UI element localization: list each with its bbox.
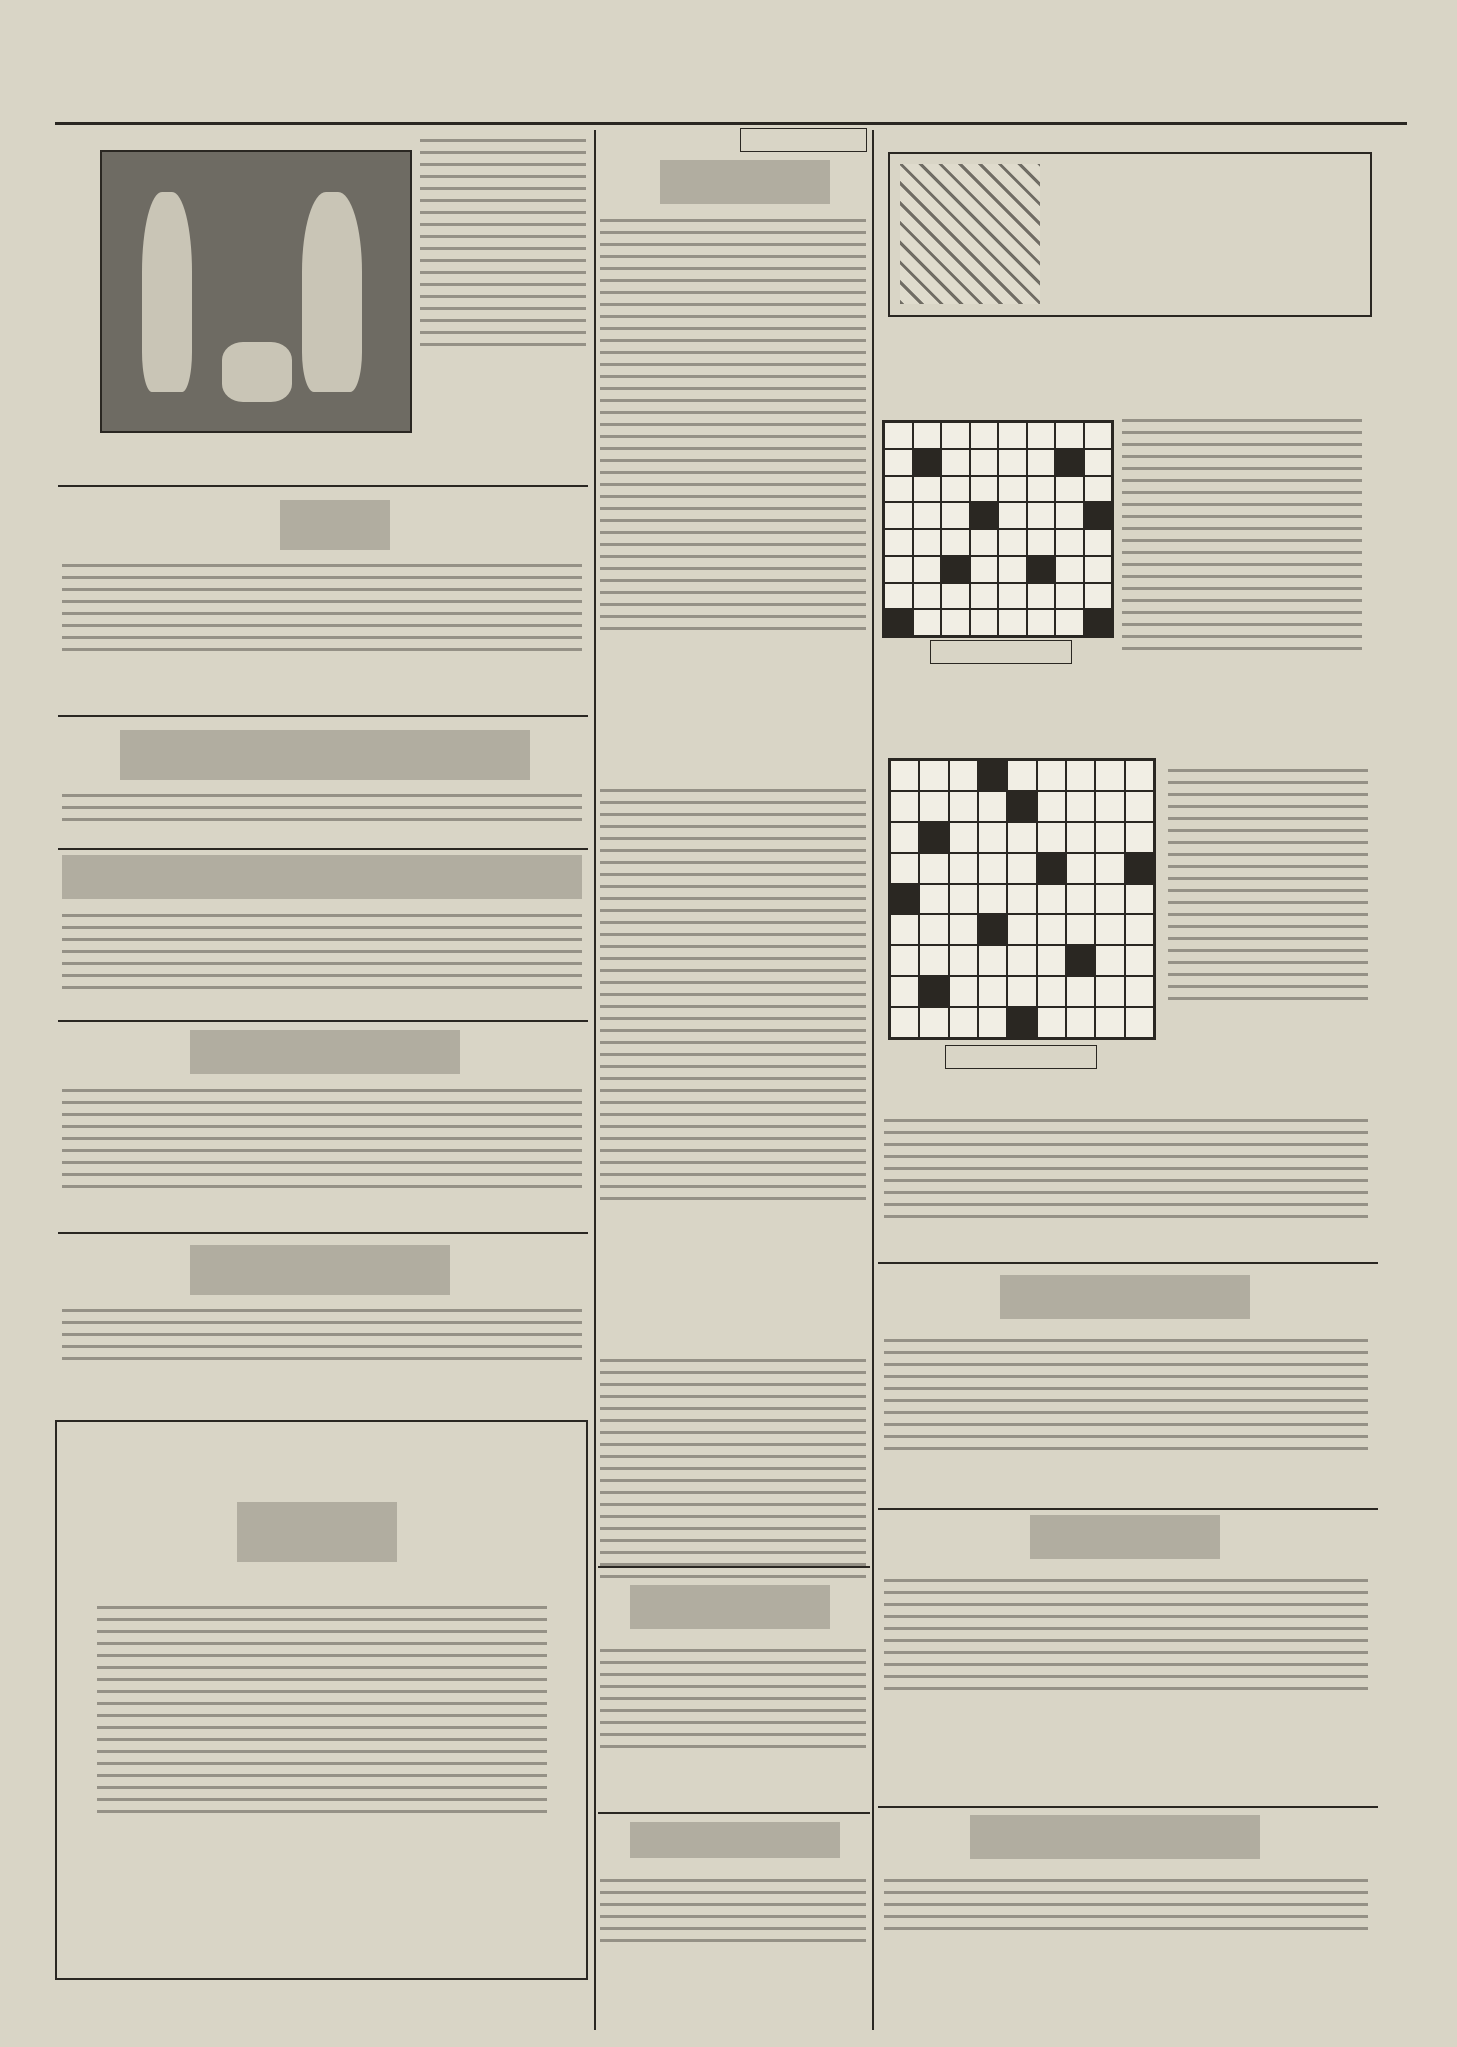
middle-separator-2 [598,1812,870,1814]
middle-separator-1 [598,1566,870,1568]
ad-radio-body [62,1080,582,1197]
crossword-228-credit [945,1045,1097,1069]
ad-urgent-purchase-body [600,1870,866,1951]
ad-reminder-body [97,1597,547,1822]
ad-reminder-heading [237,1502,397,1562]
crossword-228-clues [1168,760,1368,1009]
left-separator-4 [58,1020,588,1022]
ad-first-time-body [62,1300,582,1369]
corset-ad-photo [100,150,412,433]
ad-radio-heading [190,1030,460,1074]
crossword-229-clues [1122,410,1362,659]
classifieds-block-1 [600,210,866,639]
banner-artwork [900,164,1040,304]
left-separator-5 [58,1232,588,1234]
column-divider-left [594,130,596,2030]
corset-ad-text [420,130,586,355]
ad-representative-heading [62,855,582,899]
ad-rahn-sale-heading [630,1585,830,1629]
ad-radio-film-body [884,1870,1368,1939]
ad-residents-heading [1000,1275,1250,1319]
left-separator-1 [58,485,588,487]
ad-rahn-sale-body [600,1640,866,1757]
ad-notice-body [62,555,582,660]
crossword-228-grid [888,758,1156,1040]
left-separator-2 [58,715,588,717]
column-divider-right [872,130,874,2030]
ad-new-arrivals-body [884,1570,1368,1699]
right-separator-1 [878,1262,1378,1264]
ad-language-body [62,785,582,830]
classifieds-block-3 [600,1350,866,1587]
ad-language-heading [120,730,530,780]
classifieds-column-label [740,128,867,152]
ad-reminder-box [55,1420,588,1980]
ad-radio-film-heading [970,1815,1260,1859]
ad-new-arrivals-heading [1030,1515,1220,1559]
right-separator-2 [878,1508,1378,1510]
ad-notice-heading [280,500,390,550]
crossword-229-grid [882,420,1114,638]
ad-residents-body [884,1330,1368,1459]
crossword-vertical-clues [884,1110,1368,1227]
left-separator-3 [58,848,588,850]
ad-urgent-purchase-heading [630,1822,840,1858]
crossword-section-banner [888,152,1372,317]
classifieds-block-2 [600,780,866,1209]
masthead-rule [55,122,1407,125]
ad-representative-body [62,905,582,998]
crossword-229-credit [930,640,1072,664]
ad-first-time-heading [190,1245,450,1295]
classifieds-heading [660,160,830,204]
right-separator-3 [878,1806,1378,1808]
